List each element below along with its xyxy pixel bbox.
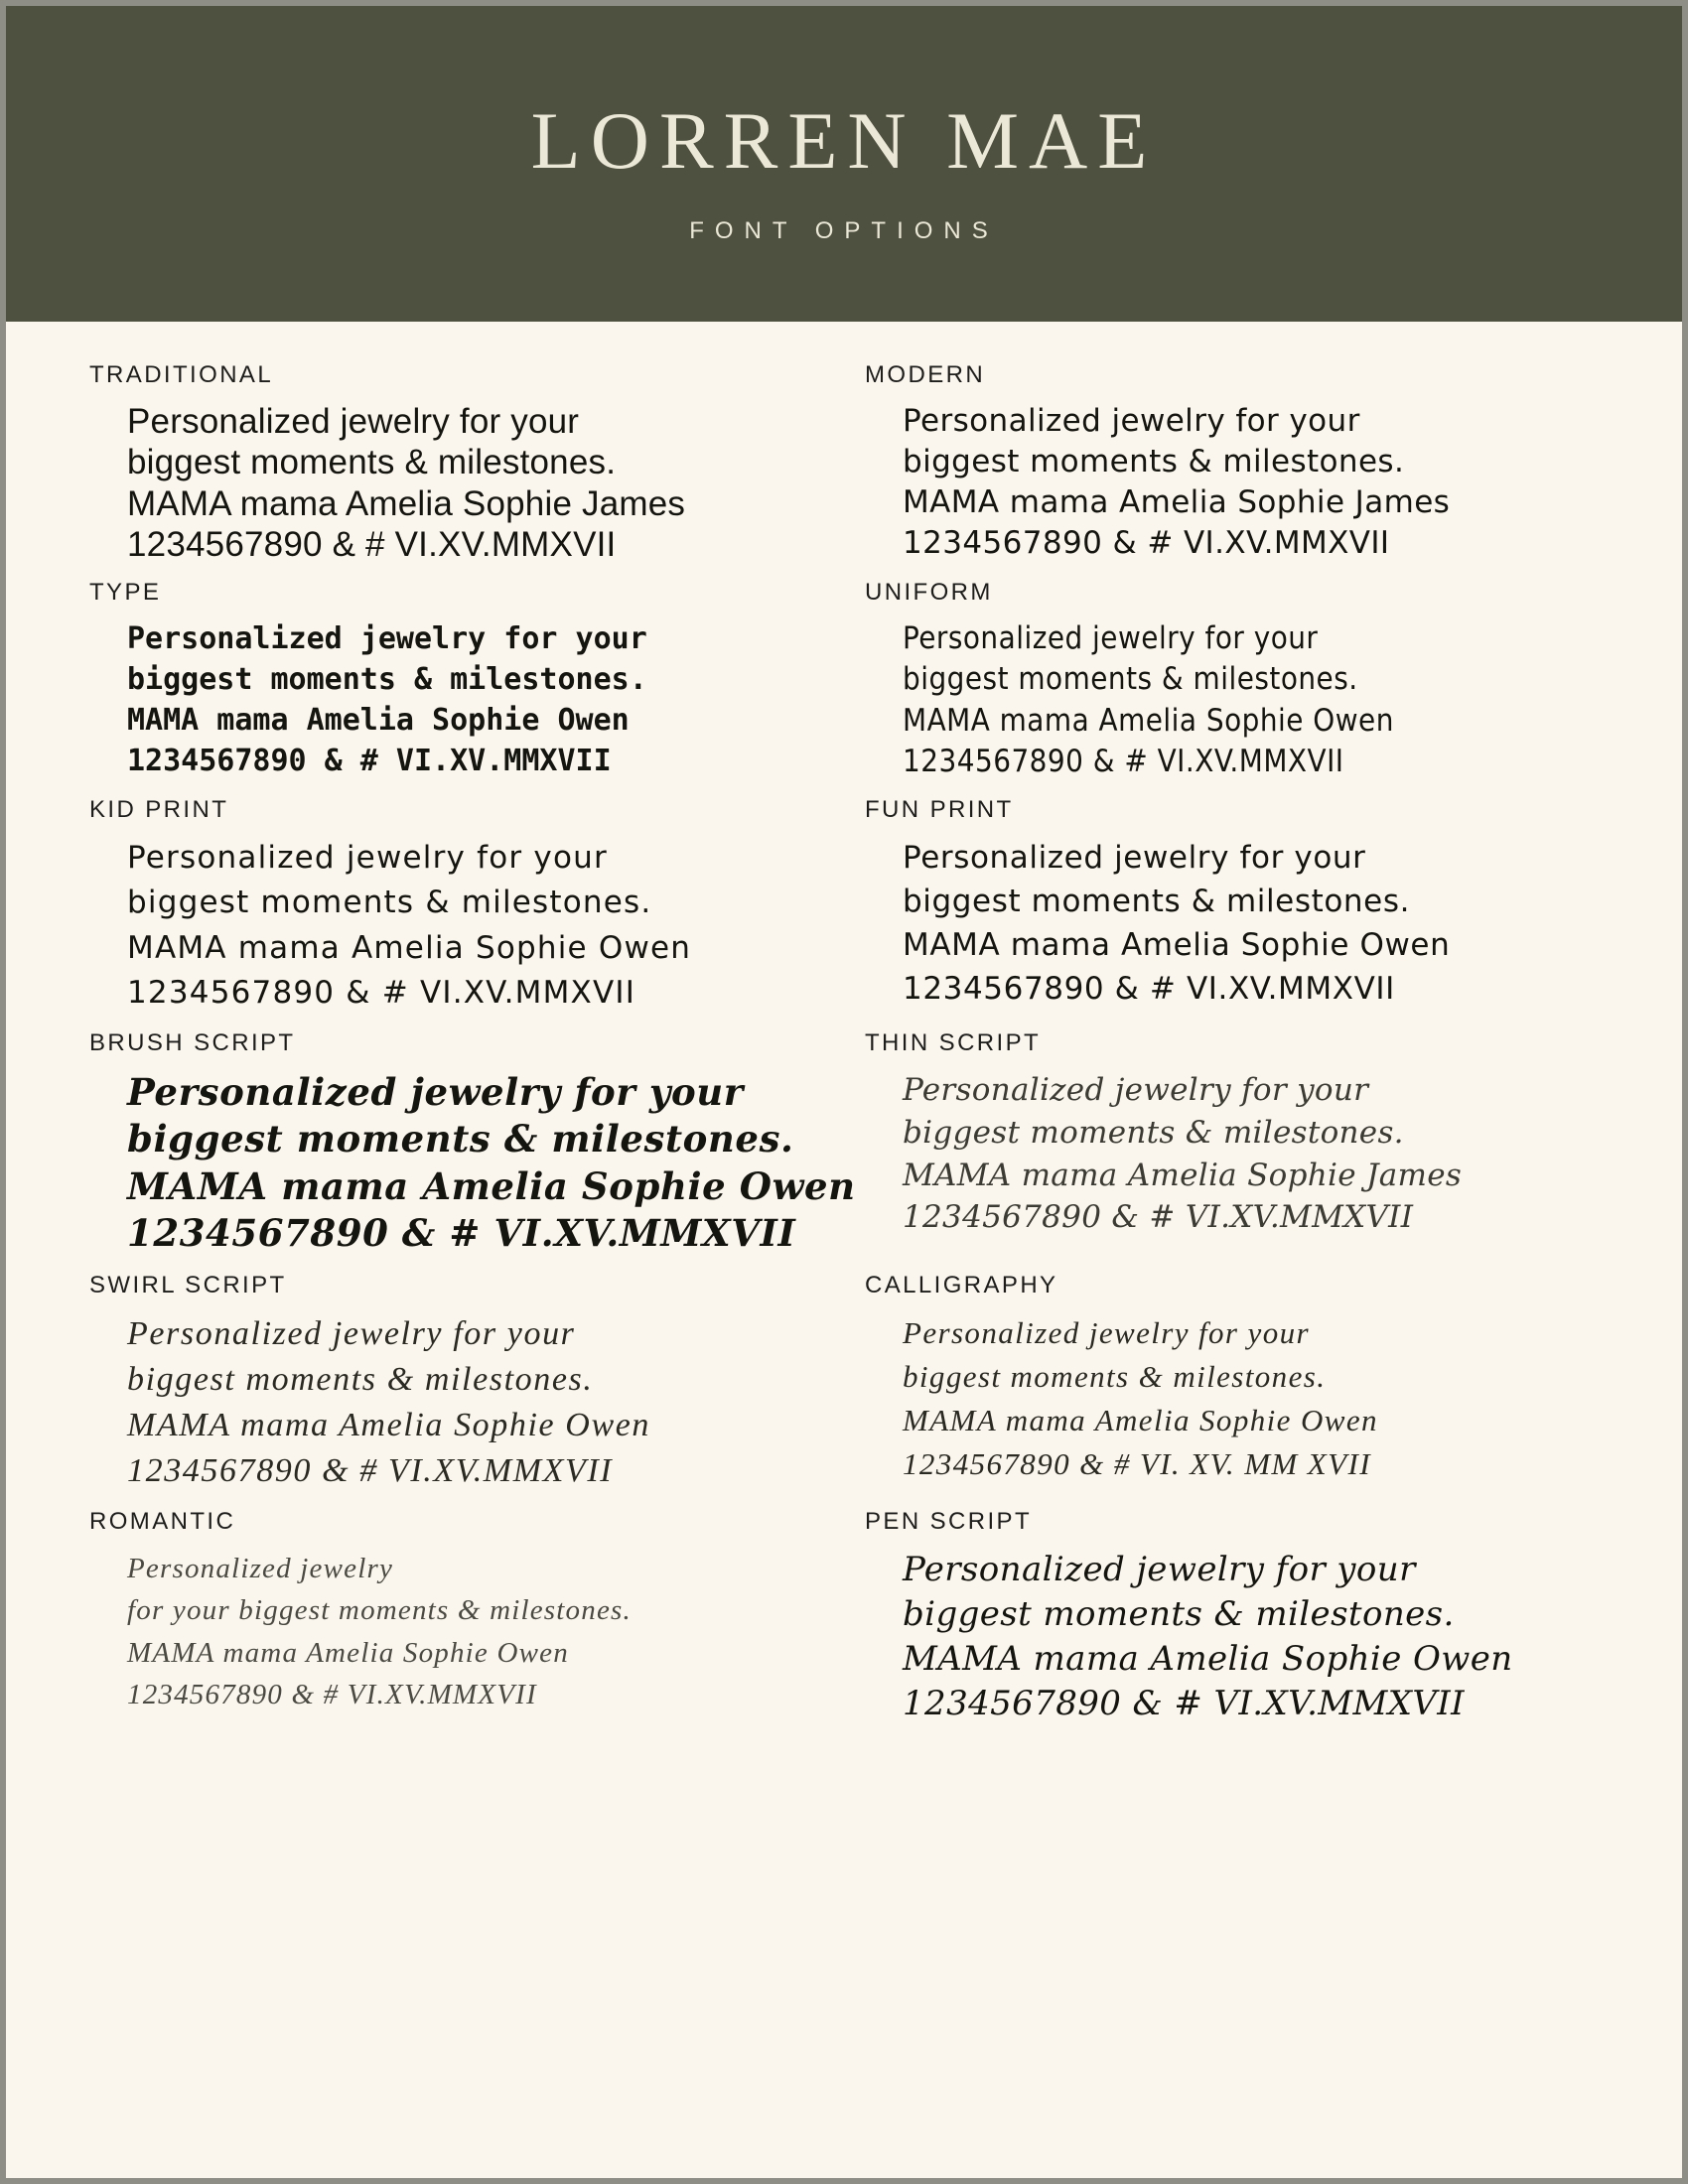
font-sample-card	[865, 1272, 1595, 1509]
font-sample-line: Personalized jewelry for your	[127, 1314, 576, 1352]
brand-title: LORREN MAE	[530, 95, 1158, 186]
font-sample-line: 1234567890 & # VI.XV.MMXVII	[903, 743, 1344, 779]
font-sample-line: biggest moments & milestones.	[903, 1114, 1404, 1151]
font-sample-line: MAMA mama Amelia Sophie Owen	[127, 703, 630, 739]
font-sample-label: TYPE	[89, 579, 162, 607]
font-sample-line: 1234567890 & # VI.XV.MMXVII	[127, 1211, 796, 1256]
font-sample-card	[89, 1508, 819, 1740]
font-sample-line: MAMA mama Amelia Sophie James	[903, 1157, 1463, 1193]
font-sample-text	[89, 618, 819, 781]
font-sample-card	[89, 1029, 856, 1271]
font-sample-line: 1234567890 & # VI.XV.MMXVII	[903, 1684, 1465, 1724]
font-sample-text	[865, 1069, 1595, 1239]
font-sample-line: Personalized jewelry for your	[127, 402, 580, 441]
font-samples-section	[6, 322, 1682, 2178]
poster-header	[6, 6, 1682, 322]
font-sample-card	[865, 579, 1595, 796]
font-sample-line: MAMA mama Amelia Sophie Owen	[127, 929, 692, 966]
font-sample-card	[89, 361, 819, 579]
font-sample-line: 1234567890 & # VI.XV.MMXVII	[127, 524, 617, 564]
font-sample-text	[89, 1069, 856, 1257]
font-sample-line: MAMA mama Amelia Sophie Owen	[903, 702, 1394, 739]
font-sample-text	[865, 1548, 1595, 1726]
font-sample-line: Personalized jewelry for your	[903, 840, 1366, 877]
font-sample-line: MAMA mama Amelia Sophie Owen	[127, 1163, 856, 1208]
font-sample-label: ROMANTIC	[89, 1508, 236, 1536]
font-sample-line: biggest moments & milestones.	[127, 1360, 594, 1398]
font-sample-line: MAMA mama Amelia Sophie Owen	[127, 1636, 569, 1669]
font-sample-line: biggest moments & milestones.	[903, 884, 1411, 920]
font-sample-label: PEN SCRIPT	[865, 1508, 1033, 1536]
font-sample-line: for your biggest moments & milestones.	[127, 1594, 632, 1627]
font-sample-line: 1234567890 & # VI.XV.MMXVII	[903, 1199, 1414, 1236]
font-sample-line: biggest moments & milestones.	[127, 1117, 794, 1161]
font-sample-card	[865, 1029, 1595, 1271]
font-sample-card	[865, 1508, 1595, 1740]
font-sample-line: 1234567890 & # VI.XV.MMXVII	[903, 971, 1395, 1008]
font-sample-text	[865, 401, 1595, 564]
font-sample-card	[865, 796, 1595, 1029]
font-sample-line: Personalized jewelry for your	[903, 1072, 1369, 1109]
font-sample-line: Personalized jewelry for your	[903, 1550, 1416, 1590]
font-sample-line: 1234567890 & # VI.XV.MMXVII	[903, 524, 1390, 561]
font-sample-line: MAMA mama Amelia Sophie Owen	[127, 1406, 651, 1443]
font-sample-line: Personalized jewelry for your	[903, 403, 1360, 439]
font-sample-line: Personalized jewelry for your	[903, 620, 1319, 657]
font-sample-card	[865, 361, 1595, 579]
font-sample-label: BRUSH SCRIPT	[89, 1029, 296, 1057]
font-sample-line: 1234567890 & # VI.XV.MMXVII	[127, 1678, 537, 1710]
font-sample-line: Personalized jewelry for your	[903, 1314, 1310, 1350]
font-sample-label: FUN PRINT	[865, 796, 1014, 824]
font-sample-line: biggest moments & milestones.	[127, 443, 617, 482]
font-sample-line: biggest moments & milestones.	[903, 1358, 1327, 1394]
font-sample-line: MAMA mama Amelia Sophie Owen	[903, 1402, 1378, 1437]
font-sample-line: biggest moments & milestones.	[903, 661, 1358, 698]
font-sample-line: biggest moments & milestones.	[903, 443, 1405, 479]
font-sample-card	[89, 579, 819, 796]
font-sample-text	[89, 401, 819, 565]
font-sample-text	[865, 836, 1595, 1011]
font-sample-label: CALLIGRAPHY	[865, 1271, 1058, 1298]
font-sample-label: KID PRINT	[89, 796, 229, 824]
font-sample-line: biggest moments & milestones.	[127, 662, 647, 698]
font-sample-line: biggest moments & milestones.	[127, 885, 652, 921]
font-sample-line: biggest moments & milestones.	[903, 1594, 1455, 1635]
font-sample-text	[89, 836, 819, 1016]
font-sample-line: Personalized jewelry for your	[127, 840, 608, 877]
font-sample-text	[89, 1548, 819, 1714]
font-sample-label: TRADITIONAL	[89, 361, 274, 388]
font-sample-line: MAMA mama Amelia Sophie James	[127, 483, 686, 523]
font-sample-line: 1234567890 & # VI. XV. MM XVII	[903, 1445, 1371, 1481]
font-sample-label: MODERN	[865, 361, 986, 388]
font-sample-line: Personalized jewelry for your	[127, 621, 647, 657]
font-sample-text	[865, 618, 1595, 782]
font-sample-card	[89, 1272, 819, 1509]
font-sample-line: Personalized jewelry	[127, 1553, 394, 1585]
font-sample-line: Personalized jewelry for your	[127, 1070, 744, 1115]
font-sample-line: 1234567890 & # VI.XV.MMXVII	[127, 744, 612, 779]
font-sample-line: MAMA mama Amelia Sophie Owen	[903, 927, 1451, 964]
font-sample-text	[865, 1311, 1595, 1486]
font-sample-line: 1234567890 & # VI.XV.MMXVII	[127, 1452, 614, 1490]
font-sample-text	[89, 1311, 819, 1495]
font-sample-label: UNIFORM	[865, 579, 993, 607]
font-sample-line: MAMA mama Amelia Sophie James	[903, 483, 1451, 520]
font-sample-line: MAMA mama Amelia Sophie Owen	[903, 1639, 1513, 1680]
font-samples-grid	[89, 361, 1622, 1740]
font-sample-label: THIN SCRIPT	[865, 1029, 1042, 1057]
font-sample-label: SWIRL SCRIPT	[89, 1271, 287, 1298]
font-sample-line: 1234567890 & # VI.XV.MMXVII	[127, 974, 636, 1011]
poster-subtitle: FONT OPTIONS	[689, 217, 999, 244]
font-sample-card	[89, 796, 819, 1029]
